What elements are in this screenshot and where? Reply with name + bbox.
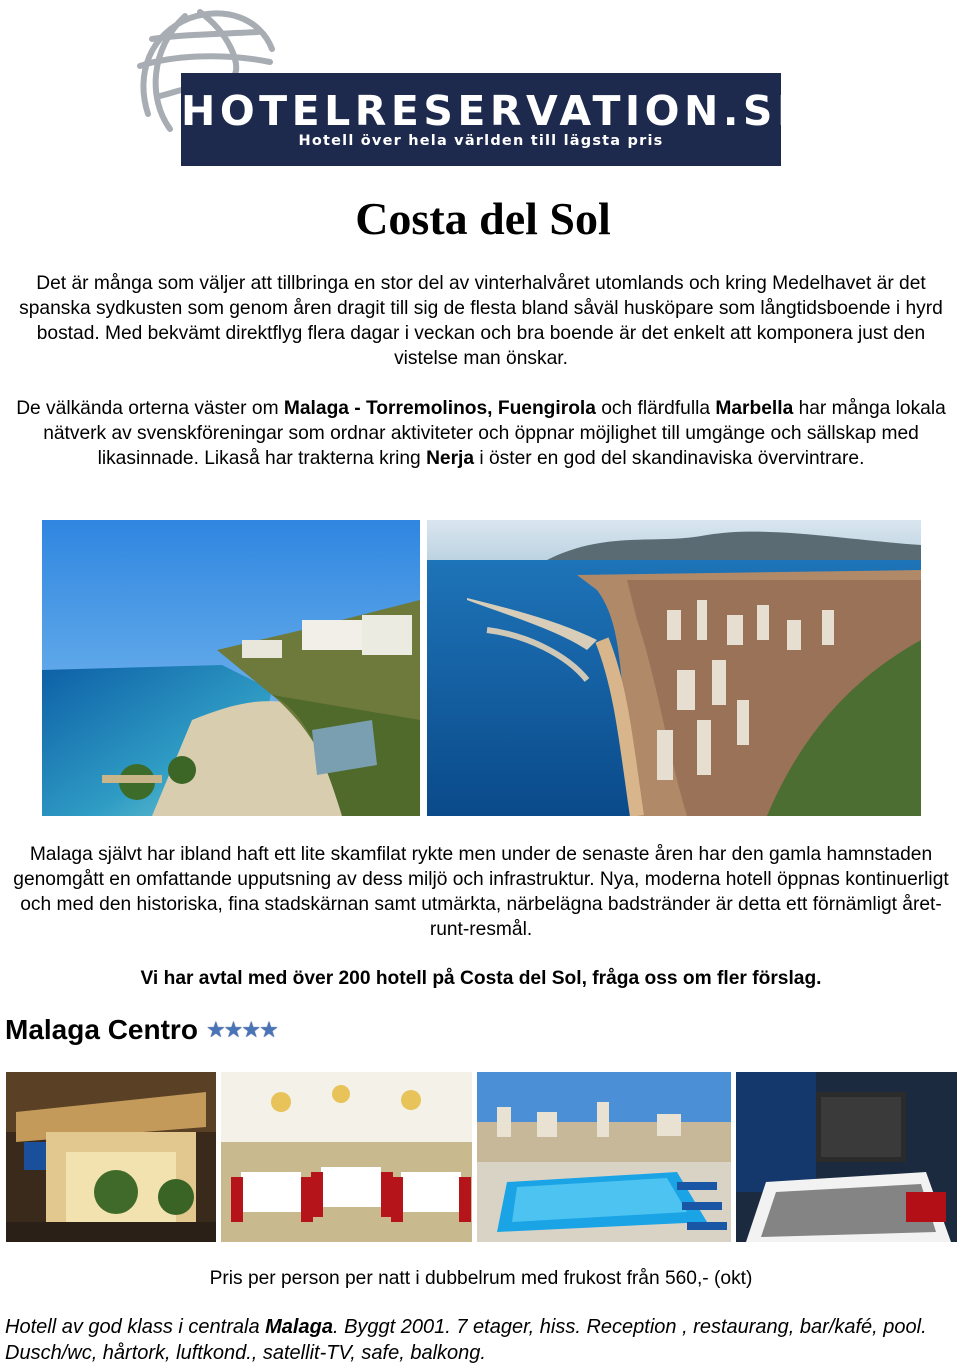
- intro-paragraph: Det är många som väljer att tillbringa en stor del av vinterhalvåret utomlands och kring Medelhavet är det spanska sydkusten som genom åren dragit till sig de flesta bland såväl husköpare som långtidsboende i hyrd bostad. Med bekvämt direktflyg flera dagar i veckan och bra boende är det enkelt att komponera just den vistelse man önskar.: [19, 273, 943, 369]
- resorts-text-1: De välkända orterna väster om: [16, 398, 284, 419]
- site-logo[interactable]: [181, 73, 810, 166]
- resorts-text-2: och flärdfulla: [595, 398, 716, 419]
- resorts-text-4: i öster en god del skandinaviska övervintrare.: [474, 448, 865, 469]
- resorts-bold-marbella: Marbella: [715, 398, 794, 419]
- resorts-bold-nerja: Nerja: [426, 448, 475, 469]
- hotel-description: [5, 1314, 955, 1366]
- hotel-name: Malaga Centro: [5, 1014, 198, 1045]
- star-rating-icon: ★★★★: [205, 1017, 277, 1042]
- price-text: Pris per person per natt i dubbelrum med frukost från 560,- (okt): [209, 1268, 753, 1289]
- hotel-pool-photo: [477, 1072, 731, 1242]
- page-title: Costa del Sol: [355, 193, 611, 244]
- hotel-desc-text-1: Hotell av god klass i centrala: [5, 1316, 266, 1338]
- logo-tagline: Hotell över hela världen till lägsta pris: [298, 133, 664, 149]
- promo-text: Vi har avtal med över 200 hotell på Costa del Sol, fråga oss om fler förslag.: [140, 968, 822, 989]
- hotel-desc-bold-malaga: Malaga: [265, 1316, 333, 1338]
- logo-name: HOTELRESERVATION.SE: [181, 87, 810, 135]
- resorts-paragraph: [4, 396, 958, 471]
- malaga-aerial-photo: [427, 520, 921, 816]
- nerja-beach-photo: [42, 520, 420, 816]
- resorts-bold-malaga: Malaga - Torremolinos, Fuengirola: [283, 398, 596, 419]
- hotel-exterior-photo: [6, 1072, 216, 1242]
- resorts-text-3: har många lokala nätverk av svenskföreningar som ordnar aktiviteter och öppnar möjlighet till umgänge och sällskap med likasinnade. Likaså har trakterna kring: [43, 398, 946, 469]
- hotel-desc-text-2: . Byggt 2001. 7 etager, hiss. Reception , restaurang, bar/kafé, pool. Dusch/wc, hårtork, luftkond., satellit-TV, safe, balkong.: [5, 1316, 927, 1364]
- hotel-restaurant-photo: [221, 1072, 472, 1242]
- hotel-bedroom-photo: [736, 1072, 957, 1242]
- hotel-heading: [5, 1012, 277, 1048]
- malaga-paragraph: Malaga självt har ibland haft ett lite skamfilat rykte men under de senaste åren har den gamla hamnstaden genomgått en omfattande upputsning av dess miljö och infrastruktur. Nya, moderna hotell öppnas kontinuerligt och med den historiska, fina stadskärnan samt utmärkta, närbelägna badstränder är detta ett förnämligt året-runt-resmål.: [13, 844, 949, 940]
